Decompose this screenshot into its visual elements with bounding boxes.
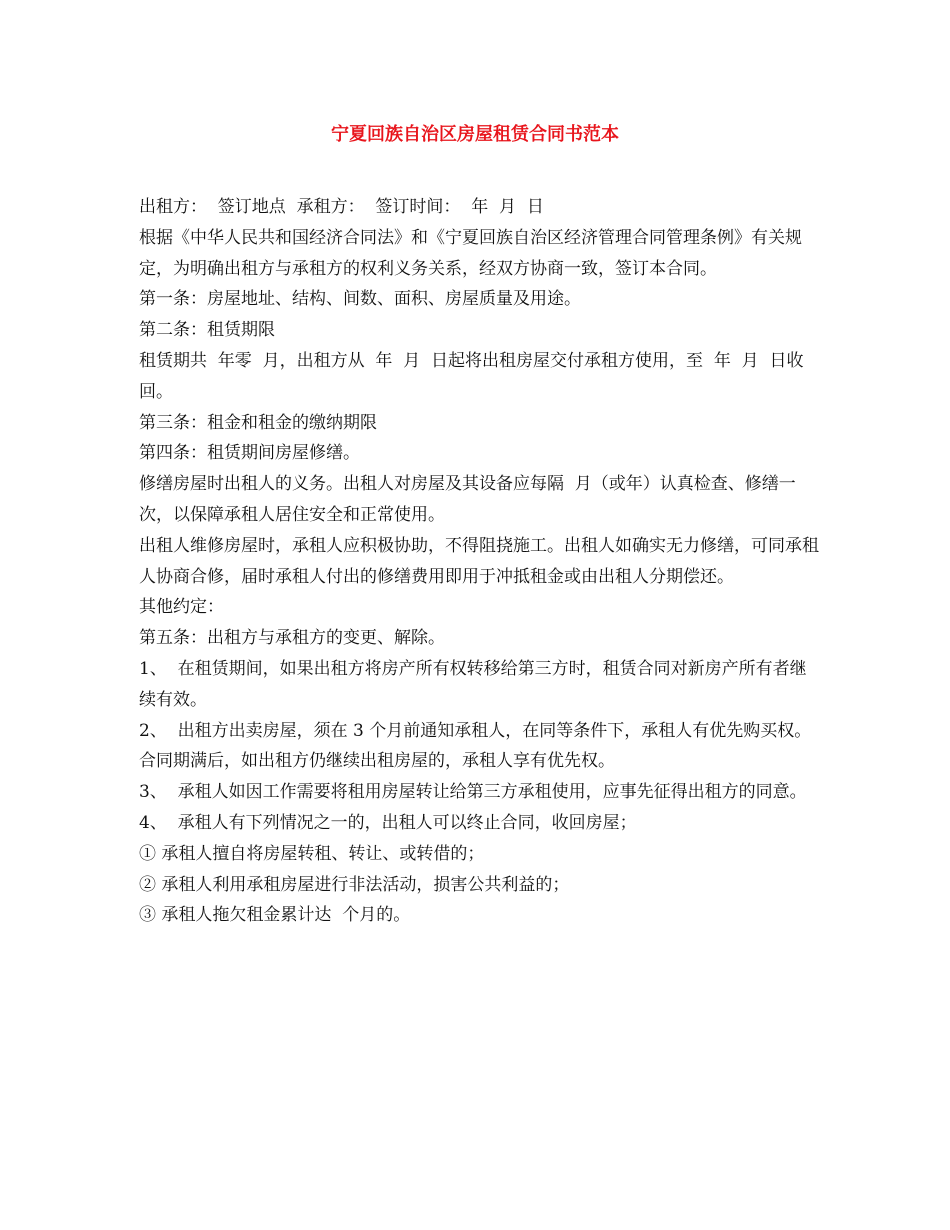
paragraph-article-5: 第五条：出租方与承租方的变更、解除。 [139,628,445,649]
paragraph-other-terms: 其他约定： [139,597,224,618]
document-title: 宁夏回族自治区房屋租赁合同书范本 [331,124,619,145]
paragraph-preamble: 根据《中华人民共和国经济合同法》和《宁夏回族自治区经济管理合同管理条例》有关规定，为明确出租方与承租方的权利义务关系，经双方协商一致，签订本合同。 [139,227,802,279]
paragraph-parties: 出租方： 签订地点 承租方： 签订时间： 年 月 日 [139,197,544,217]
paragraph-article-1: 第一条：房屋地址、结构、间数、面积、房屋质量及用途。 [139,289,581,310]
paragraph-article-3: 第三条：租金和租金的缴纳期限 [139,412,377,433]
paragraph-lease-term: 租赁期共 年零 月，出租方从 年 月 日起将出租房屋交付承租方使用，至 年 月 日收回。 [139,350,804,402]
sub-item-2: ② 承租人利用承租房屋进行非法活动，损害公共利益的； [139,874,570,895]
paragraph-article-4: 第四条：租赁期间房屋修缮。 [139,443,360,464]
paragraph-repair-cooperation: 出租人维修房屋时，承租人应积极协助，不得阻挠施工。出租人如确实无力修缮，可同承租人协商合修，届时承租人付出的修缮费用即用于冲抵租金或由出租人分期偿还。 [139,535,819,587]
document-body [139,192,819,931]
sub-item-3: ③ 承租人拖欠租金累计达 个月的。 [139,905,411,926]
paragraph-article-2: 第二条：租赁期限 [139,320,275,341]
list-item-3: 3、 承租人如因工作需要将租用房屋转让给第三方承租使用，应事先征得出租方的同意。 [139,782,807,803]
paragraph-repair-duty: 修缮房屋时出租人的义务。出租人对房屋及其设备应每隔 月（或年）认真检查、修缮一次，以保障承租人居住安全和正常使用。 [139,474,796,525]
sub-item-1: ① 承租人擅自将房屋转租、转让、或转借的； [139,843,485,864]
list-item-4: 4、 承租人有下列情况之一的，出租人可以终止合同，收回房屋； [139,812,637,833]
list-item-1: 1、 在租赁期间，如果出租方将房产所有权转移给第三方时，租赁合同对新房产所有者继续有效。 [139,658,807,710]
list-item-2: 2、 出租方出卖房屋，须在 3 个月前通知承租人，在同等条件下，承租人有优先购买权。合同期满后，如出租方仍继续出租房屋的，承租人享有优先权。 [139,720,812,772]
